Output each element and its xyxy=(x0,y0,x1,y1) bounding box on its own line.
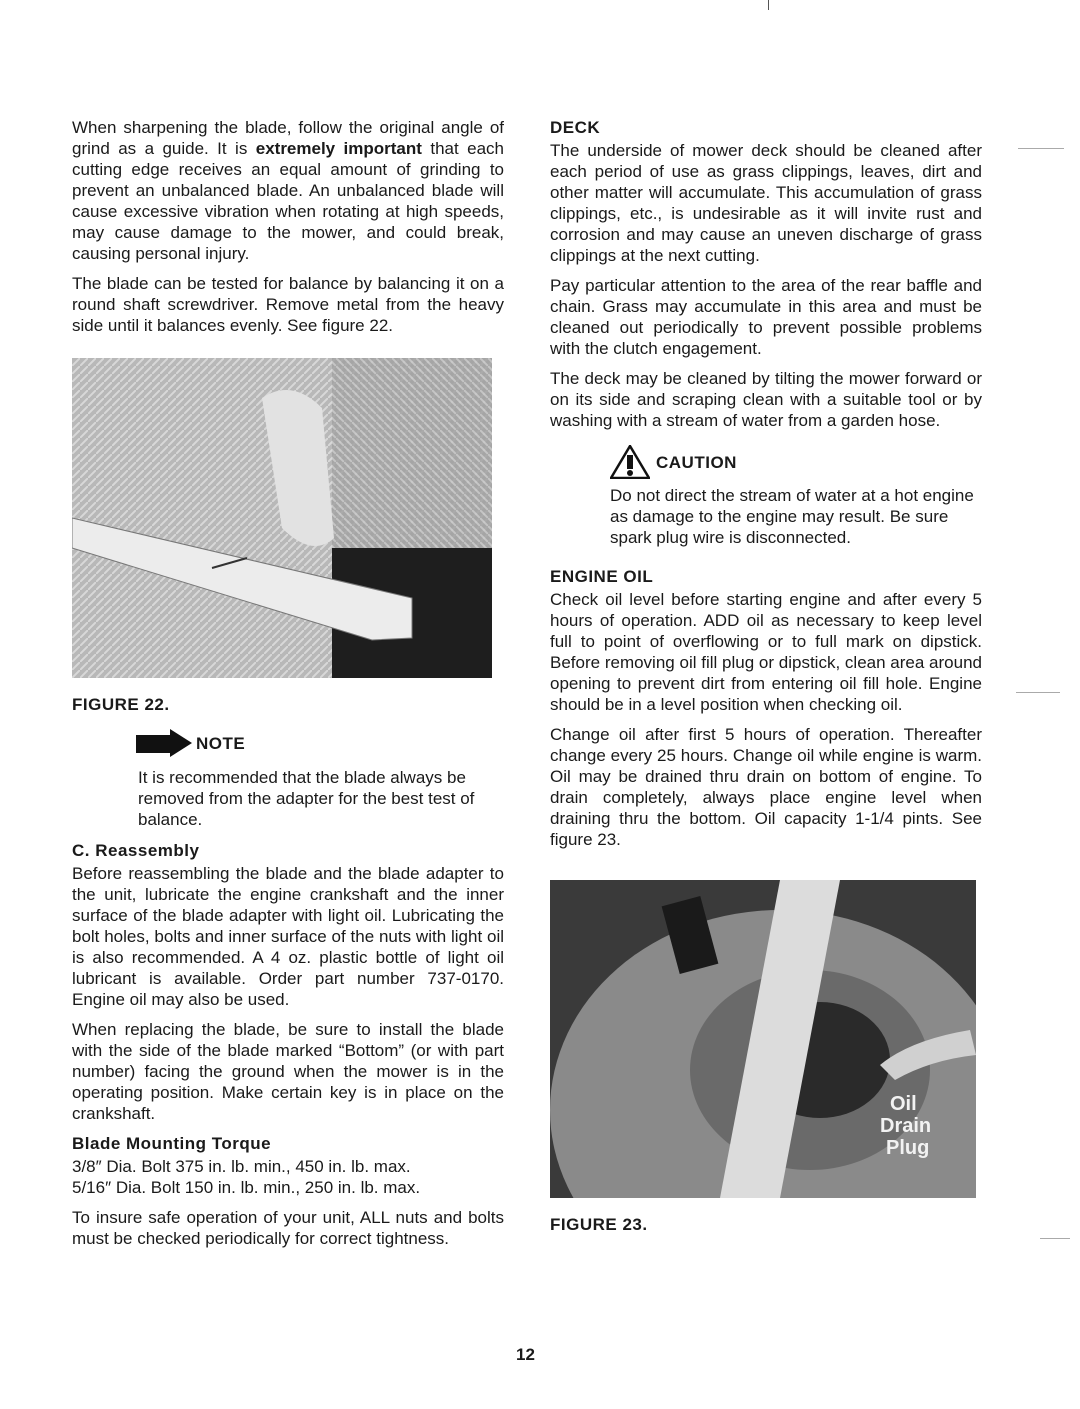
caution-text: Do not direct the stream of water at a hot engine as damage to the engine may result. Be sure spark plug wire is disconnected. xyxy=(610,486,974,547)
deck-heading: DECK xyxy=(550,118,601,137)
caution-callout xyxy=(610,445,982,479)
replacing-blade-paragraph: When replacing the blade, be sure to install the blade with the side of the blade marked “Bottom” (or with part number) facing the ground when the mower is in the operating position. Make certain key is in place on the crankshaft. xyxy=(72,1020,504,1123)
emphasis-text: extremely important xyxy=(255,139,422,158)
warning-triangle-icon xyxy=(610,445,650,479)
deck-paragraph-3: The deck may be cleaned by tilting the mower forward or on its side and scraping clean with a suitable tool or by washing with a stream of water from a garden hose. xyxy=(550,369,982,430)
scan-tick-mark xyxy=(768,0,769,10)
photo-label-plug: Plug xyxy=(886,1137,930,1159)
photo-label-drain: Drain xyxy=(880,1115,932,1137)
figure-22-caption: FIGURE 22. xyxy=(72,695,170,714)
deck-paragraph-1: The underside of mower deck should be cleaned after each period of use as grass clippings, leaves, dirt and other matter will accumulate. This accumulation of grass clippings, etc., is undesirable as it will invite rust and corrosion and may cause an uneven discharge of grass clippings at the next cutting. xyxy=(550,141,982,265)
oil-check-paragraph: Check oil level before starting engine and after every 5 hours of operation. ADD oil as necessary to keep level full to point of overflowing or to full mark on dipstick. Before removing oil fill plug or dipstick, clean area around opening to prevent dirt from entering oil fill hole. Engine should be in a level position when checking oil. xyxy=(550,590,982,714)
note-callout xyxy=(136,729,504,757)
torque-spec-5-16: 5/16″ Dia. Bolt 150 in. lb. min., 250 in. lb. max. xyxy=(72,1178,421,1197)
note-text: It is recommended that the blade always be removed from the adapter for the best test of balance. xyxy=(138,768,475,829)
right-column xyxy=(550,117,982,1235)
figure-23-caption: FIGURE 23. xyxy=(550,1215,648,1234)
deck-paragraph-2: Pay particular attention to the area of the rear baffle and chain. Grass may accumulate in this area and must be cleaned out periodically to prevent possible problems with the clutch engagement. xyxy=(550,276,982,358)
scan-margin-mark xyxy=(1016,692,1060,693)
caution-label: CAUTION xyxy=(656,452,737,472)
page-number: 12 xyxy=(516,1345,535,1364)
engine-oil-heading: ENGINE OIL xyxy=(550,567,654,586)
figure-23-photo xyxy=(550,880,976,1198)
reassembly-heading: C. Reassembly xyxy=(72,841,200,860)
note-arrow-icon xyxy=(136,729,192,757)
photo-label-oil: Oil xyxy=(890,1093,917,1115)
torque-heading: Blade Mounting Torque xyxy=(72,1134,272,1153)
figure-22-photo xyxy=(72,358,492,678)
safety-paragraph: To insure safe operation of your unit, ALL nuts and bolts must be checked periodically for correct tightness. xyxy=(72,1208,504,1248)
sharpening-paragraph: When sharpening the blade, follow the original angle of grind as a guide. It is extremely important that each cutting edge receives an equal amount of grinding to prevent an unbalanced blade. An unbalanced blade will cause excessive vibration when rotating at high speeds, may cause damage to the mower, and could break, causing personal injury. xyxy=(72,118,504,263)
scan-margin-mark xyxy=(1018,148,1064,149)
oil-change-paragraph: Change oil after first 5 hours of operation. Thereafter change every 25 hours. Change oil while engine is warm. Oil may be drained thru drain on bottom of engine. To drain completely, always place engine level when draining thru the bottom. Oil capacity 1-1/4 pints. See figure 23. xyxy=(550,725,982,849)
balance-paragraph: The blade can be tested for balance by balancing it on a round shaft screwdriver. Remove metal from the heavy side until it balances evenly. See figure 22. xyxy=(72,274,504,335)
left-column xyxy=(72,117,504,1258)
scan-margin-mark xyxy=(1040,1238,1070,1239)
reassembly-paragraph: Before reassembling the blade and the blade adapter to the unit, lubricate the engine crankshaft and the inner surface of the blade adapter with light oil. Lubricating the bolt holes, bolts and inner surface of the nuts with light oil is also recommended. A 4 oz. plastic bottle of light oil lubricant is available. Order part number 737-0170. Engine oil may also be used. xyxy=(72,864,504,1009)
note-label: NOTE xyxy=(196,733,246,753)
torque-spec-3-8: 3/8″ Dia. Bolt 375 in. lb. min., 450 in. lb. max. xyxy=(72,1157,411,1176)
blade-balance-illustration xyxy=(72,358,492,678)
oil-drain-plug-illustration xyxy=(550,880,976,1198)
